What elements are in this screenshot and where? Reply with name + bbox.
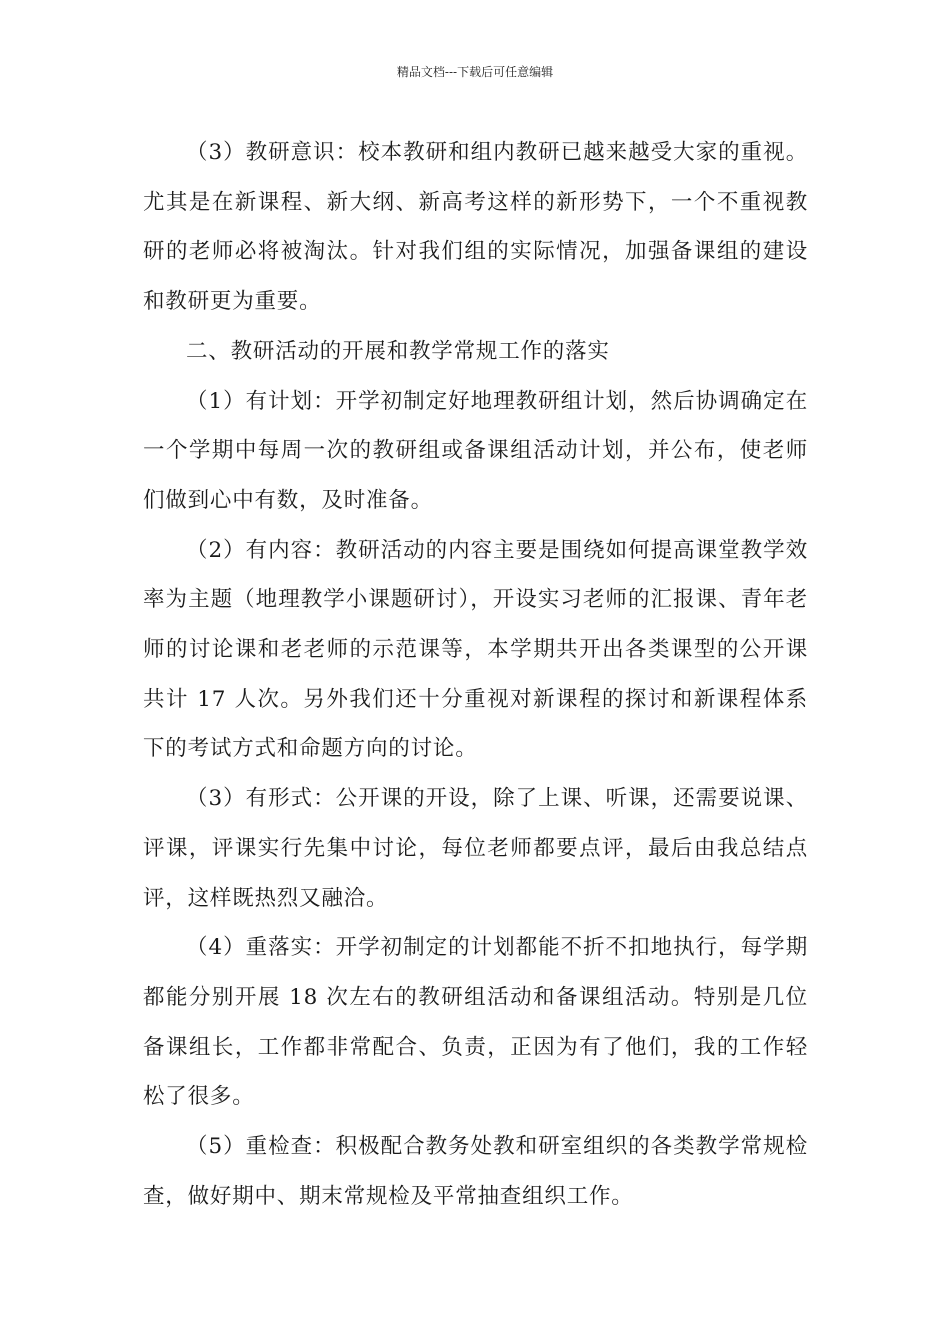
- document-body: [143, 128, 808, 1221]
- paragraph-inspection: （5）重检查：积极配合教务处教和研室组织的各类教学常规检查，做好期中、期末常规检及平常抽查组织工作。: [143, 1134, 808, 1209]
- paragraph-teaching-research-awareness: （3）教研意识：校本教研和组内教研已越来越受大家的重视。尤其是在新课程、新大纲、新高考这样的新形势下，一个不重视教研的老师必将被淘汰。针对我们组的实际情况，加强备课组的建设和教研更为重要。: [143, 140, 808, 315]
- paragraph-format: （3）有形式：公开课的开设，除了上课、听课，还需要说课、评课，评课实行先集中讨论，每位老师都要点评，最后由我总结点评，这样既热烈又融洽。: [143, 786, 808, 911]
- page-header: 精品文档---下载后可任意编辑: [396, 65, 554, 79]
- paragraph-planning: （1）有计划：开学初制定好地理教研组计划，然后协调确定在一个学期中每周一次的教研组或备课组活动计划，并公布，使老师们做到心中有数，及时准备。: [143, 388, 808, 513]
- paragraph-content: （2）有内容：教研活动的内容主要是围绕如何提高课堂教学效率为主题（地理教学小课题研讨），开设实习老师的汇报课、青年老师的讨论课和老老师的示范课等，本学期共开出各类课型的公开课共计 17 人次。另外我们还十分重视对新课程的探讨和新课程体系下的考试方式和命题方向的讨论。: [143, 537, 808, 762]
- paragraph-implementation: （4）重落实：开学初制定的计划都能不折不扣地执行，每学期都能分别开展 18 次左右的教研组活动和备课组活动。特别是几位备课组长，工作都非常配合、负责，正因为有了他们，我的工作轻松了很多。: [143, 935, 808, 1110]
- section-heading: 二、教研活动的开展和教学常规工作的落实: [186, 338, 610, 364]
